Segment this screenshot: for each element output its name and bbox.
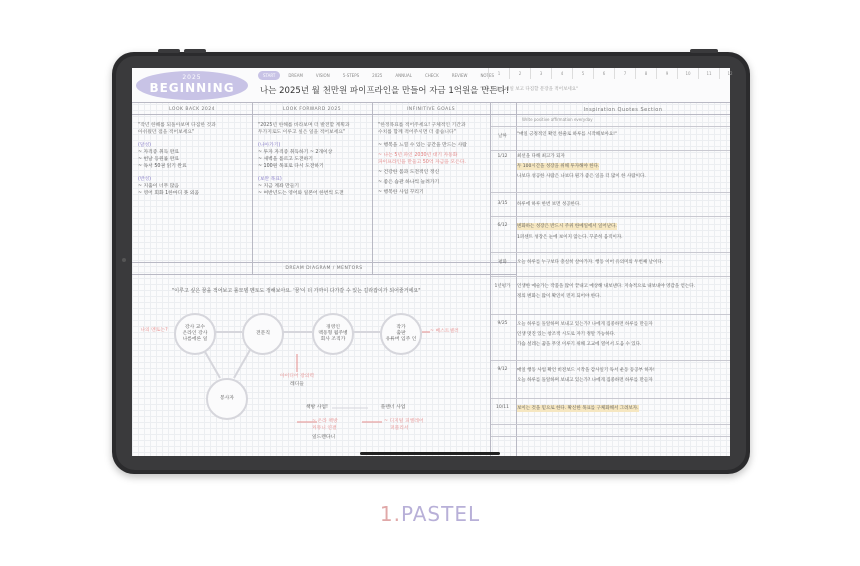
list-item: ~ 헌날 등원률 완료 [138,157,180,162]
row-date: 6/12 [497,223,508,228]
look-back-heading: (달성) [138,143,152,148]
node-sub: 유튜버 입주 인 [385,337,417,342]
dream-node-ceo[interactable] [312,313,354,355]
power-button [690,49,718,53]
node-sub: 나름에른 일 [182,337,208,342]
dream-diagram[interactable] [132,274,516,456]
row-date: 평화 [498,260,507,265]
inspiration-hint: Write positive affirmation everyday [522,117,593,122]
dream-node-professional[interactable] [242,313,284,355]
look-back-column[interactable] [138,122,250,197]
row-text: 보이는 것을 믿으로 한다. 확신한 목표를 구체화해서 그려보자. [517,406,639,411]
list-item: ~ 투자 자격증 취득하기 ~ 2개이상 [258,150,333,155]
planner-note-2: 퍼블리서 [390,426,409,431]
caption-word: PASTEL [400,502,481,526]
caption-number: 1. [379,502,401,526]
volume-button [158,49,180,53]
row-text: "매일 긍정적인 확언 한줄로 하루를 시작해보아요!" [517,132,618,137]
month-tab[interactable]: 6 [593,68,614,79]
row-text: 오늘 하루를 돌알하며 보내고 있는가? 나에게 집중하면 하루를 만들자 [517,378,653,383]
writer-note: ~ 베스트셀러 [430,329,459,334]
annual-goal: 나는 2025년 월 천만원 파이프라인을 만들어 자금 1억원을 만든다! [260,86,510,96]
list-item: ~ 좋은 습관 하나씩 늘려가기 [378,180,440,185]
infinitive-quote: "한정목표를 적어주세요! 구체적인 기간과 [378,123,466,128]
row-date: 1년평가 [494,284,511,289]
look-forward-heading: (나아가기) [258,143,281,148]
brand-year: 2025 [182,74,202,81]
node-title: 봉사자 [220,396,234,401]
month-tab[interactable]: 3 [530,68,551,79]
idea-note: 아이디어 장의력 [280,374,314,379]
theme-caption [0,502,860,526]
tab-2025[interactable]: 2025 [372,73,383,78]
tab-vision[interactable]: VISION [315,73,330,78]
row-date: 9/25 [497,321,508,326]
month-tab[interactable]: 4 [551,68,572,79]
planner-note: ~ 디지털 피엘레어 [384,419,424,424]
month-tab[interactable]: 9 [656,68,677,79]
list-item: ~ 지출이 너무 많음 [138,184,180,189]
node-title: 작가 [396,325,406,330]
node-sub: 회사 조직가 [320,337,346,342]
goal-hint: "1년 목표나 매일 보고 다짐할 문장을 적어보세요" [480,87,579,92]
list-item[interactable] [491,360,730,397]
list-item: ~ 100원 목표로 다시 도전하기 [258,164,324,169]
look-forward-quote: "2025년 한해를 바라보며 더 발전할 계획과 [258,123,350,128]
row-date: 3/15 [497,201,508,206]
look-forward-heading: (보완 목표) [258,177,282,182]
mentor-note: 나의 멘토는? [140,328,168,333]
tab-dream[interactable]: DREAM [288,73,303,78]
tab-5-steps[interactable]: 5-STEPS [342,73,360,78]
row-text: 인생 멋진 있는 창조적 시도로 자기 정말 가능하다. [517,332,616,337]
look-forward-title: LOOK FORWARD 2025 [282,107,342,112]
list-item: ~ 자격증 취득 완료 [138,150,180,155]
list-item[interactable] [491,216,730,251]
month-tab[interactable]: 5 [572,68,593,79]
list-item[interactable] [491,398,730,423]
dream-node-writer[interactable] [380,313,422,355]
section-divider [132,262,516,263]
month-tab[interactable]: 2 [509,68,530,79]
tab-notes[interactable]: NOTES [480,73,495,78]
list-item: ~ 행복을 느낄 수 있는 공간을 만드는 사람 [378,143,467,148]
dream-diagram-title: DREAM DIAGRAM / MENTORS [285,266,363,271]
row-text: 변화하는 성장은 반드시 주위 한예일에서 일어난다. [517,224,617,229]
bookstore-business: 책방 사업! [306,405,328,410]
row-text: 매일 행동 사업 확언 비전보드 시작을 감사일기 독서 운동 등공부 하자! [517,368,655,373]
section-divider [252,102,253,274]
bookstore-note: ~ 온라 책방 [312,419,338,424]
brand-badge[interactable] [136,71,248,100]
infinitive-goals-column[interactable] [378,122,488,196]
row-text: 인생한 예술가는 작품을 많이 끝내고 예상해 내보낸다. 지속적으로 내보내야 영감을 얻는다. [517,284,696,289]
node-sub: 맥동형 월주병 [318,331,348,336]
look-back-quote: 아쉬웠던 점을 적어보세요" [138,130,195,135]
dream-node-lecturer[interactable] [174,313,216,355]
inspiration-list [491,106,730,456]
section-divider [372,102,373,274]
node-title: 강사 교수 [184,325,206,330]
row-text: 오늘 하루를 누구보다 충실히 살아가자. 행동 이어 유의미의 두번째 날이다. [517,260,664,265]
row-text: 최선을 다해 최고가 되자 [517,154,565,159]
inspiration-title: Inspiration Quotes Section [583,107,663,113]
list-item: ~ 독서 50권 읽기 완료 [138,164,187,169]
list-item: 파이프라인을 만들고 50억 자금을 모은다. [378,160,466,165]
camera-icon [122,258,126,262]
month-tab[interactable]: 11 [698,68,719,79]
list-item[interactable] [491,276,730,313]
list-item[interactable] [491,252,730,275]
list-item[interactable] [491,424,730,435]
row-text: 가슴 설레는 꿈을 무엇 이루기 위해 고교에 열어서 도움 수 있다. [517,342,642,347]
list-item: ~ 건강한 몸과 도전적인 정신 [378,170,440,175]
list-item[interactable] [491,150,730,191]
node-title: 전문직 [256,331,270,336]
look-back-quote: "작년 한해를 되돌아보며 다짐한 것과 [138,123,216,128]
row-date: 1/12 [497,154,508,159]
list-item[interactable] [491,436,730,447]
list-item[interactable] [491,192,730,215]
look-forward-column[interactable] [258,122,370,197]
row-text: 하루에 하루 한번 보면 성공한다. [517,202,581,207]
row-date: 9/12 [497,367,508,372]
list-item: ~ 여반년도는 영어와 일본어 한번씩 도전 [258,191,344,196]
list-item: ~ 영어 회화 1한마디 못 외움 [138,191,200,196]
list-item: ~ 새벽을 틀르고 도전하기 [258,157,313,162]
list-item[interactable] [491,314,730,359]
look-forward-quote: 두가지로도 이루고 싶은 일을 적어보세요" [258,130,346,135]
node-sub: 출판 [396,331,406,336]
list-item: ~ 지금 계좌 만들기 [258,184,300,189]
nav-tabs [258,71,499,80]
row-text: 오늘 하루를 돌알하며 보내고 있는가? 나에게 집중하면 하루를 만들자 [517,322,653,327]
tab-start[interactable]: START [258,71,280,80]
tab-check[interactable]: CHECK [424,73,439,78]
planner-header [132,68,733,103]
tab-review[interactable]: REVIEW [451,73,468,78]
row-text: 정의 변화는 많이 확인이 먼저 되어야 한다. [517,294,601,299]
infinitive-quote: 수치를 함께 적어주시면 더 좋습니다" [378,130,456,135]
infinitive-goals-title: INFINITIVE GOALS [406,107,456,112]
bookstore-note-3: 일드렌다니 [312,435,336,440]
look-back-title: LOOK BACK 2024 [169,107,215,112]
month-tab[interactable]: 8 [635,68,656,79]
dream-node-volunteer[interactable] [206,378,248,420]
bookstore-note-2: 커뮤니 연결 [312,426,337,431]
month-tabs [488,68,740,79]
idea-note-2: 레디들 [290,382,304,387]
tab-annual[interactable]: ANNUAL [395,73,412,78]
row-date: 10/11 [496,405,509,410]
list-item: ~ 나는 5년 파인 2030년 대기 자동화 [378,153,458,158]
node-sub: 온라인 강사 [182,331,208,336]
node-title: 경영인 [326,325,340,330]
planner-business: 플랜너 사업 [380,405,406,410]
month-tab[interactable]: 12 [719,68,740,79]
row-text: 1퍼센트 성장은 눈에 보이지 않는다. 꾸준히 움직이자. [517,235,623,240]
planner-screen [132,68,733,456]
list-item[interactable] [491,126,730,149]
look-back-heading: (반성) [138,177,152,182]
month-tab[interactable]: 7 [614,68,635,79]
month-tab[interactable]: 10 [677,68,698,79]
row-text: 나보다 성공한 사람은 나보다 뭔가 좋은 일을 더 많이 한 사람이다. [517,174,646,179]
row-text: 두 100시간을 성장을 위해 투자해야 한다. [517,164,600,169]
month-tab[interactable]: 1 [488,68,509,79]
volume-button-2 [184,49,206,53]
dream-quote: "이루고 싶은 꿈을 적어보고 롤모델 멘토도 정해보아요. '꿈'이 더 가까이 다가갈 수 있는 길라잡이가 되어줄거에요" [172,288,421,294]
home-indicator[interactable] [360,452,500,455]
list-item: ~ 행복한 사업 꾸리기 [378,190,424,195]
row-date: 날짜 [498,134,507,139]
brand-name: BEGINNING [149,81,235,95]
